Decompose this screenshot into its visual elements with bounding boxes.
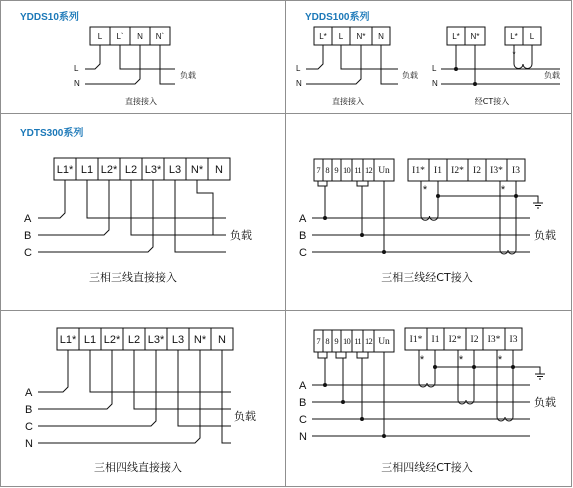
- terminal-label: L2: [127, 334, 141, 346]
- series-title-ydts300: YDTS300系列: [20, 128, 84, 139]
- junction-dot: [323, 383, 327, 387]
- terminal-label: I2*: [448, 335, 462, 345]
- ct-coil: [421, 212, 438, 220]
- junction-dot: [323, 216, 327, 220]
- terminal-label: 9: [334, 165, 339, 175]
- junction-dot: [454, 67, 458, 71]
- voltage-terminal-block: [447, 27, 485, 45]
- voltage-terminal-block: [314, 159, 394, 181]
- terminal-label: N*: [193, 334, 207, 346]
- junction-dot: [472, 365, 476, 369]
- terminal-label: N`: [155, 32, 165, 41]
- line-label-C: C: [299, 247, 307, 259]
- terminal-label: I3: [509, 335, 518, 345]
- terminal-label: I1*: [412, 166, 425, 176]
- terminal-label: I3*: [487, 335, 501, 345]
- line-label-A: A: [299, 213, 307, 225]
- caption-3p4w-direct: 三相四线直接接入: [94, 461, 182, 474]
- line-label-A: A: [299, 380, 307, 392]
- current-terminal-block: [408, 159, 525, 181]
- terminal-label: 10: [343, 336, 350, 346]
- voltage-terminal-block: [314, 330, 394, 352]
- line-label-L: L: [74, 64, 79, 73]
- line-label-N: N: [299, 431, 307, 443]
- wires: [312, 181, 543, 254]
- load-label: 负载: [534, 396, 556, 409]
- line-label-C: C: [24, 247, 32, 259]
- caption-ct: 经CT接入: [474, 97, 510, 106]
- junction-dot: [473, 82, 477, 86]
- terminal-label: L1: [83, 334, 97, 346]
- current-terminal-block: [505, 27, 541, 45]
- terminal-label: N*: [470, 32, 480, 41]
- junction-dot: [514, 194, 518, 198]
- wires: [312, 350, 545, 436]
- terminal-label: L1*: [56, 164, 74, 176]
- terminal-label: 12: [365, 165, 372, 175]
- line-label-A: A: [24, 213, 32, 225]
- ct-polarity-mark: *: [419, 354, 425, 366]
- panel-3p4w-ct: [299, 328, 556, 474]
- panel-ydds100-direct: [296, 10, 418, 106]
- terminal-block: [90, 27, 170, 45]
- terminal-label: L*: [452, 32, 460, 41]
- junction-dot: [436, 194, 440, 198]
- wires: [306, 45, 398, 84]
- terminal-label: L*: [319, 32, 327, 41]
- line-label-L: L: [296, 64, 301, 73]
- caption-direct: 直接接入: [125, 97, 157, 106]
- line-label-B: B: [25, 404, 33, 416]
- ct-coil: [497, 413, 513, 421]
- terminal-label: N: [378, 32, 384, 41]
- terminal-label: 8: [325, 336, 330, 346]
- terminal-label: L3: [168, 164, 182, 176]
- junction-dot: [382, 250, 386, 254]
- terminal-label: N*: [190, 164, 204, 176]
- terminal-label: N: [137, 32, 143, 41]
- line-label-N: N: [296, 79, 302, 88]
- panel-ydds100-ct: [432, 27, 560, 106]
- wires: [38, 180, 226, 252]
- panel-3p4w-direct: [25, 328, 256, 474]
- load-label: 负载: [230, 229, 252, 242]
- terminal-label: 11: [354, 336, 361, 346]
- terminal-label: L`: [116, 32, 124, 41]
- line-label-A: A: [25, 387, 33, 399]
- terminal-label: L2*: [100, 164, 118, 176]
- line-label-C: C: [299, 414, 307, 426]
- junction-dot: [511, 365, 515, 369]
- terminal-label: I3*: [490, 166, 503, 176]
- terminal-label: L3: [171, 334, 185, 346]
- junction-dot: [382, 434, 386, 438]
- line-label-N: N: [25, 438, 33, 450]
- terminal-label: L: [97, 32, 103, 41]
- terminal-block: [54, 158, 230, 180]
- line-label-L: L: [432, 64, 437, 73]
- terminal-label: L3*: [144, 164, 162, 176]
- wires: [441, 45, 560, 84]
- load-label: 负载: [544, 71, 560, 80]
- ct-polarity-mark: *: [500, 184, 506, 196]
- ct-coil: [500, 246, 516, 254]
- junction-dot: [360, 233, 364, 237]
- junction-dot: [360, 417, 364, 421]
- terminal-label: N*: [356, 32, 366, 41]
- terminal-label: I2: [470, 335, 479, 345]
- caption-3p3w-direct: 三相三线直接接入: [89, 271, 177, 284]
- terminal-label: I1: [434, 166, 442, 176]
- line-label-N: N: [74, 79, 80, 88]
- caption-3p4w-ct: 三相四线经CT接入: [381, 461, 473, 474]
- terminal-label: N: [215, 164, 223, 176]
- wires: [85, 45, 175, 84]
- panel-3p3w-ct: [299, 159, 556, 284]
- caption-3p3w-ct: 三相三线经CT接入: [381, 271, 473, 284]
- line-label-N: N: [432, 79, 438, 88]
- terminal-label: I3: [512, 166, 520, 176]
- terminal-label: 9: [334, 336, 339, 346]
- ct-coil: [419, 379, 435, 387]
- terminal-label: I1: [431, 335, 440, 345]
- terminal-label: 8: [325, 165, 330, 175]
- wires: [38, 350, 231, 443]
- load-label: 负载: [534, 229, 556, 242]
- load-label: 负载: [180, 71, 196, 80]
- terminal-label: 10: [343, 165, 350, 175]
- terminal-label: I1*: [409, 335, 423, 345]
- terminal-label: 12: [365, 336, 372, 346]
- line-label-B: B: [24, 230, 32, 242]
- terminal-label: L2*: [103, 334, 121, 346]
- ct-polarity-mark: *: [458, 354, 464, 366]
- series-title-ydds100: YDDS100系列: [305, 12, 370, 23]
- junction-dot: [341, 400, 345, 404]
- ct-polarity-mark: *: [512, 50, 516, 59]
- terminal-label: 7: [316, 336, 321, 346]
- terminal-label: L: [338, 32, 344, 41]
- terminal-label: 11: [354, 165, 361, 175]
- terminal-label: L: [529, 32, 535, 41]
- caption-direct: 直接接入: [332, 97, 364, 106]
- terminal-label: Un: [378, 166, 390, 176]
- terminal-label: Un: [378, 337, 390, 347]
- ct-polarity-mark: *: [497, 354, 503, 366]
- terminal-label: L3*: [147, 334, 165, 346]
- panel-3p3w-direct: [20, 126, 252, 284]
- terminal-label: L*: [510, 32, 518, 41]
- junction-dot: [433, 365, 437, 369]
- ct-coil: [458, 396, 474, 404]
- terminal-label: L1: [80, 164, 94, 176]
- terminal-label: I2: [473, 166, 481, 176]
- terminal-label: I2*: [451, 166, 464, 176]
- load-label: 负载: [402, 71, 418, 80]
- line-label-B: B: [299, 230, 307, 242]
- terminal-block: [57, 328, 233, 350]
- terminal-label: N: [218, 334, 226, 346]
- ct-polarity-mark: *: [422, 184, 428, 196]
- line-label-C: C: [25, 421, 33, 433]
- series-title-ydds10: YDDS10系列: [20, 12, 79, 23]
- terminal-label: L1*: [59, 334, 77, 346]
- panel-ydds10: [20, 10, 196, 106]
- terminal-label: 7: [316, 165, 321, 175]
- line-label-B: B: [299, 397, 307, 409]
- ct-coil: [514, 60, 532, 69]
- grid-frame: [1, 1, 572, 487]
- load-label: 负载: [234, 410, 256, 423]
- terminal-label: L2: [124, 164, 138, 176]
- current-terminal-block: [405, 328, 522, 350]
- terminal-block: [314, 27, 390, 45]
